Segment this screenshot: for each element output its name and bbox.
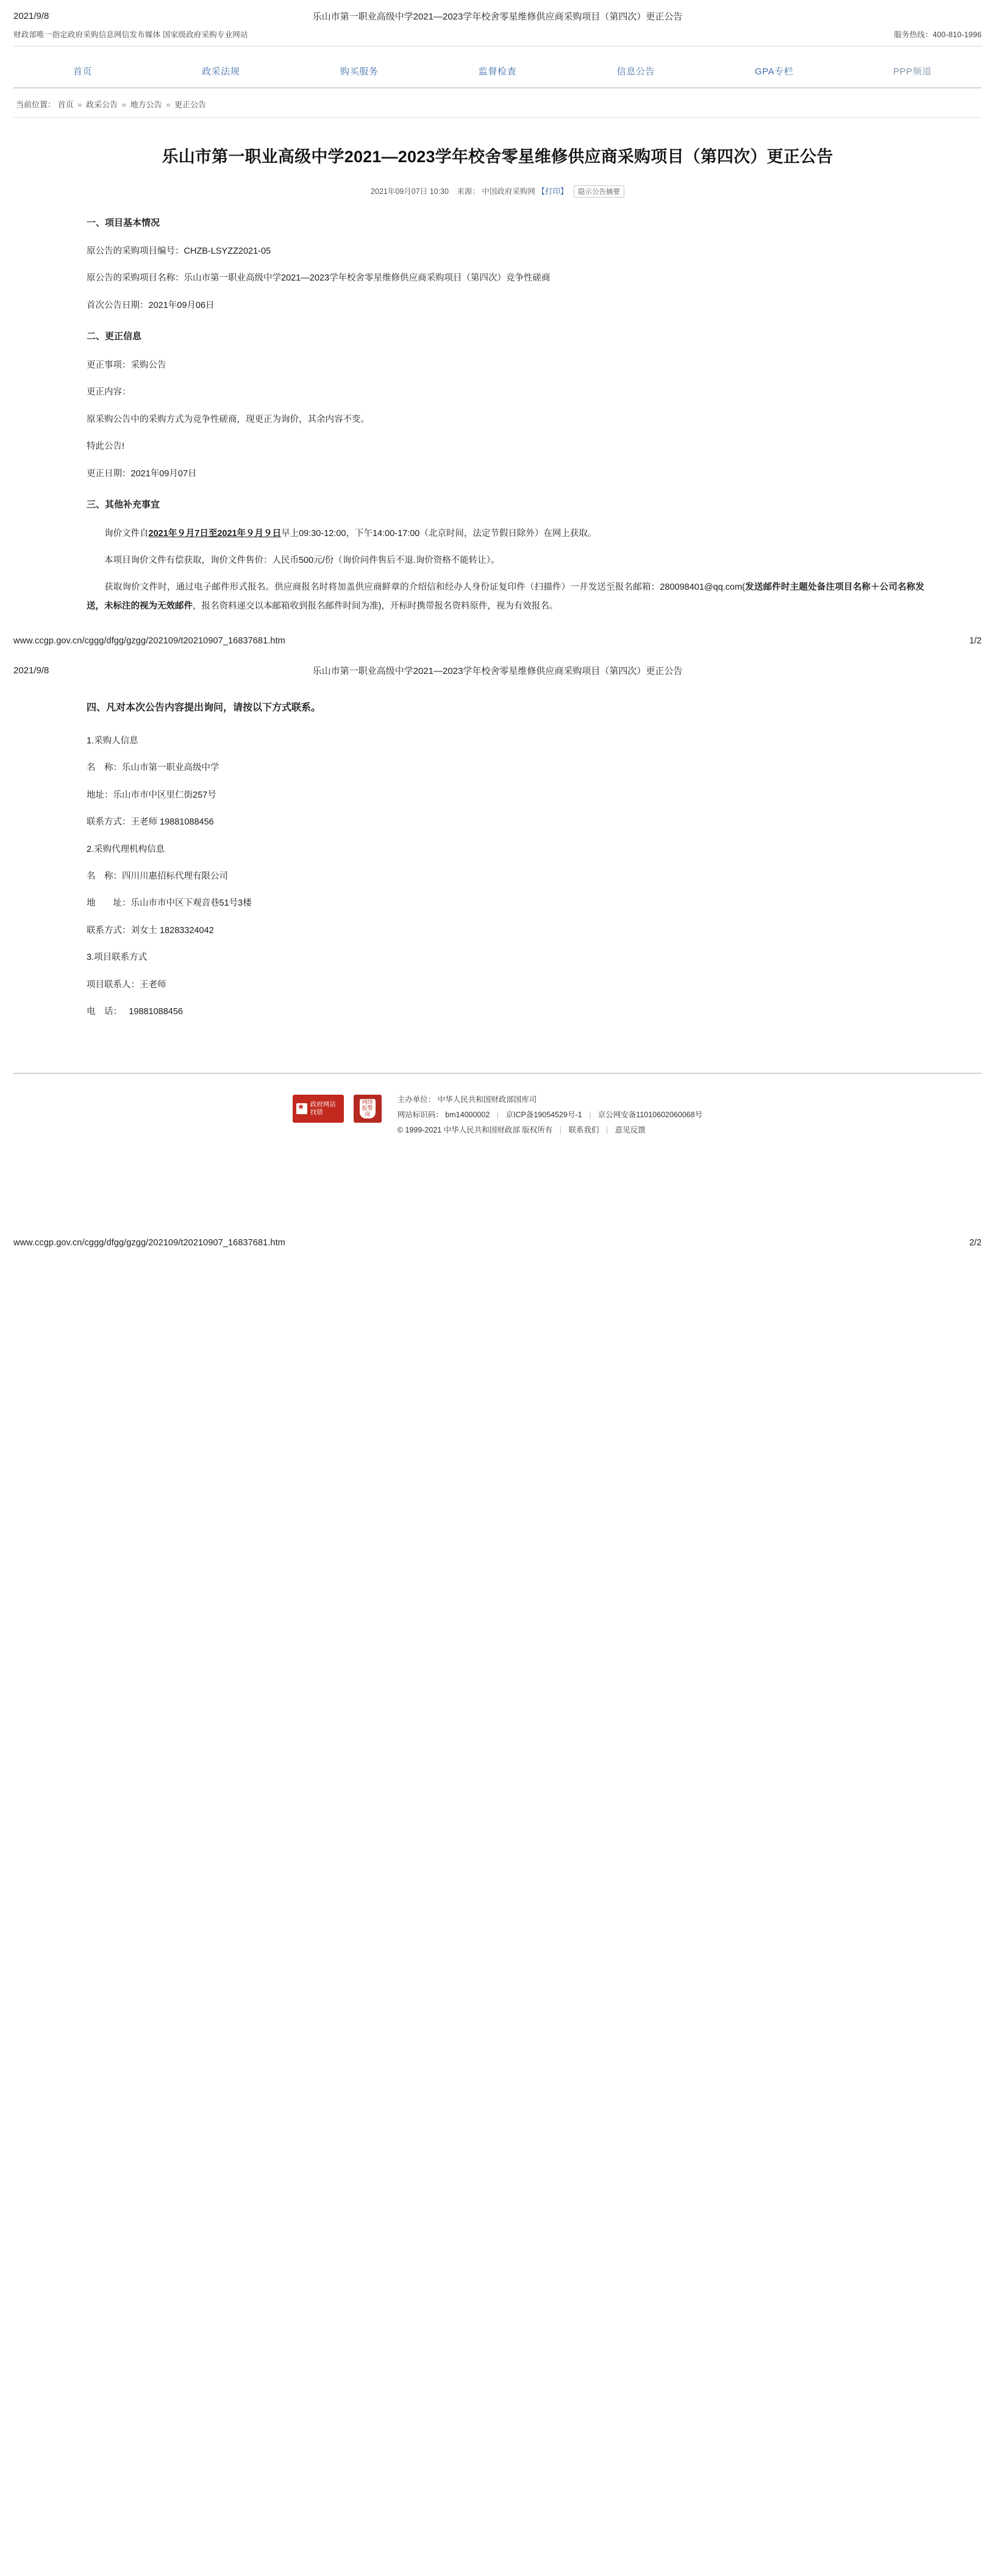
- print-header-title: 乐山市第一职业高级中学2021—2023学年校舍零星维修供应商采购项目（第四次）更正公告: [312, 12, 683, 22]
- article-continued: [13, 681, 982, 1036]
- footer-divider-1: |: [496, 1110, 499, 1119]
- section-3-para-3: [87, 578, 924, 615]
- section-2-date: 更正日期：2021年09月07日: [87, 468, 197, 479]
- footer-icp-code: bm14000002: [445, 1110, 490, 1119]
- nav-item-supervision[interactable]: 监督检查: [478, 66, 517, 77]
- section-3-heading: 三、其他补充事宜: [87, 499, 160, 510]
- article-body-2: [50, 681, 945, 1021]
- section-3-para-3-a: 获取询价文件时，通过电子邮件形式报名。供应商报名时将加盖供应商鲜章的介绍信和经办人身份证复印件（扫描件）一并发送至报名邮箱：280098401@qq.com(: [104, 582, 746, 593]
- section-4-heading: 四、凡对本次公告内容提出询问，请按以下方式联系。: [87, 703, 321, 714]
- section-1-project-name-label: 原公告的采购项目名称：: [87, 273, 184, 284]
- article-body: [50, 213, 945, 616]
- purchaser-address: 地址：乐山市市中区里仁街257号: [87, 790, 216, 800]
- footer-beian: 京公网安备11010602060068号: [597, 1110, 703, 1119]
- section-2-content: 原采购公告中的采购方式为竞争性磋商，现更正为询价，其余内容不变。: [87, 414, 369, 424]
- project-contact-phone: 电 话： 19881088456: [87, 1007, 183, 1017]
- footer-host-label: 主办单位：: [397, 1095, 436, 1104]
- breadcrumb-sep-3: »: [166, 100, 171, 109]
- footer-divider-4: |: [605, 1125, 608, 1134]
- site-footer: [13, 1073, 982, 1159]
- footer-copyright: © 1999-2021 中华人民共和国财政部 版权所有: [397, 1125, 553, 1134]
- section-1-project-name-value: 乐山市第一职业高级中学2021—2023学年校舍零星维修供应商采购项目（第四次）竞争性磋商: [184, 273, 551, 284]
- purchaser-name: 名 称：乐山市第一职业高级中学: [87, 763, 219, 773]
- agency-info-heading: 2.采购代理机构信息: [87, 844, 165, 854]
- footer-link-contact[interactable]: 联系我们: [568, 1125, 599, 1134]
- banner-hotline: 服务热线：400-810-1996: [894, 30, 982, 39]
- section-2-item: 更正事项：采购公告: [87, 360, 166, 370]
- document-page-1: [0, 0, 995, 654]
- section-3-para-1: [87, 524, 924, 543]
- breadcrumb-sep-2: »: [121, 100, 127, 109]
- nav-item-home[interactable]: 首页: [73, 66, 93, 77]
- footer-icp-row: [398, 1107, 702, 1123]
- print-header-title-2: 乐山市第一职业高级中学2021—2023学年校舍零星维修供应商采购项目（第四次）更正公告: [312, 666, 683, 677]
- article-meta-source: 中国政府采购网: [482, 187, 535, 196]
- footer-link-feedback[interactable]: 意见反馈: [615, 1125, 646, 1134]
- purchaser-contact: 联系方式：王老师 19881088456: [87, 817, 214, 828]
- nav-item-gpa[interactable]: GPA专栏: [754, 66, 794, 77]
- project-contact-heading: 3.项目联系方式: [87, 953, 148, 963]
- site-banner: [0, 26, 995, 46]
- summary-toggle[interactable]: 隐示公告摘要: [574, 185, 624, 198]
- section-2-content-label: 更正内容：: [87, 387, 131, 398]
- section-3-para-1-a: 询价文件自: [104, 528, 149, 538]
- breadcrumb-item-correction[interactable]: 更正公告: [174, 100, 207, 109]
- document-page-2: [0, 654, 995, 1256]
- print-footer-page-2: 2/2: [969, 1237, 982, 1248]
- shield-icon: 网络报警岗: [360, 1099, 376, 1118]
- nav-item-announcements[interactable]: 信息公告: [616, 66, 655, 77]
- section-1-project-code: 原公告的采购项目编号：CHZB-LSYZZ2021-05: [87, 246, 271, 256]
- print-footer-page: 1/2: [969, 636, 982, 646]
- flag-icon: [296, 1103, 307, 1114]
- footer-host-row: [398, 1092, 702, 1107]
- article-meta-time: 2021年09月07日 10:30: [371, 187, 449, 196]
- breadcrumb-prefix: 当前位置：: [16, 100, 56, 109]
- section-2-heading: 二、更正信息: [87, 331, 142, 342]
- section-3-para-3-c: ，报名资料递交以本邮箱收到报名邮件时间为准)，开标时携带报名资料原件，视为有效报名。: [193, 601, 558, 611]
- project-contact-person: 项目联系人：王老师: [87, 979, 166, 990]
- article-meta: [50, 185, 945, 198]
- agency-contact: 联系方式：刘女士 18283324042: [87, 925, 214, 936]
- section-2-notice: 特此公告!: [87, 442, 125, 452]
- section-1-first-date: 首次公告日期：2021年09月06日: [87, 300, 215, 310]
- footer-divider-2: |: [589, 1110, 591, 1119]
- nav-item-ppp[interactable]: PPP频道: [893, 66, 932, 77]
- footer-host: 中华人民共和国财政部国库司: [437, 1095, 537, 1104]
- gov-website-report-badge[interactable]: [293, 1095, 344, 1123]
- section-1-heading: 一、项目基本情况: [87, 217, 160, 228]
- print-header-date-2: 2021/9/8: [13, 665, 49, 676]
- banner-subtitle: 财政部唯一指定政府采购信息网信发布媒体 国家级政府采购专业网站: [13, 30, 248, 39]
- main-nav: [13, 46, 982, 88]
- agency-name: 名 称：四川川惠招标代理有限公司: [87, 871, 228, 882]
- footer-icp2: 京ICP备19054529号-1: [505, 1110, 582, 1119]
- article-meta-source-label: 来源：: [457, 187, 480, 196]
- gov-website-report-label: 政府网站 找错: [310, 1100, 336, 1116]
- breadcrumb: [13, 88, 982, 118]
- police-report-badge[interactable]: [354, 1095, 382, 1123]
- section-3-para-2: 本项目询价文件有偿获取，询价文件售价：人民币500元/份（询价问件售后不退.询价资格不能转让）。: [104, 555, 500, 565]
- footer-seals: [293, 1092, 382, 1123]
- nav-item-regulations[interactable]: 政采法规: [202, 66, 240, 77]
- footer-divider-3: |: [559, 1125, 562, 1134]
- purchaser-info-heading: 1.采购人信息: [87, 735, 138, 746]
- breadcrumb-item-local[interactable]: 地方公告: [130, 100, 162, 109]
- section-3-para-1-b: 早上09:30-12:00，下午14:00-17:00（北京时间，法定节假日除外）在网上获取。: [281, 528, 597, 538]
- breadcrumb-item-announcements[interactable]: 政采公告: [86, 100, 118, 109]
- section-3-para-1-dates: 2021年９月7日至2021年９月９日: [148, 528, 282, 538]
- print-footer-url: www.ccgp.gov.cn/cggg/dfgg/gzgg/202109/t20210907_16837681.htm: [13, 636, 285, 646]
- footer-icp-label: 网站标识码：: [397, 1110, 443, 1119]
- print-footer-url-2: www.ccgp.gov.cn/cggg/dfgg/gzgg/202109/t20210907_16837681.htm: [13, 1237, 285, 1248]
- print-footer-1: [0, 630, 995, 654]
- breadcrumb-item-home[interactable]: 首页: [57, 100, 74, 109]
- print-footer-2: [0, 1232, 995, 1256]
- page-2-bottom-space: [0, 1159, 995, 1232]
- footer-text: [398, 1092, 702, 1138]
- section-3-para-3-emphasis: 发送邮件时主题处备注项目名称＋公司名称发送，未标注的视为无效邮件: [87, 582, 924, 611]
- article: [13, 118, 982, 630]
- footer-copyright-row: [398, 1123, 702, 1138]
- print-header-2: [0, 654, 995, 681]
- section-1-project-name: [87, 269, 924, 287]
- breadcrumb-sep-1: »: [77, 100, 82, 109]
- print-link[interactable]: 【打印】: [537, 187, 568, 196]
- page-title: 乐山市第一职业高级中学2021—2023学年校舍零星维修供应商采购项目（第四次）更正公告: [162, 148, 833, 166]
- print-header: [0, 0, 995, 26]
- print-header-date: 2021/9/8: [13, 11, 49, 21]
- agency-address: 地 址：乐山市市中区下观音巷51号3楼: [87, 898, 252, 909]
- nav-item-purchase-service[interactable]: 购买服务: [340, 66, 379, 77]
